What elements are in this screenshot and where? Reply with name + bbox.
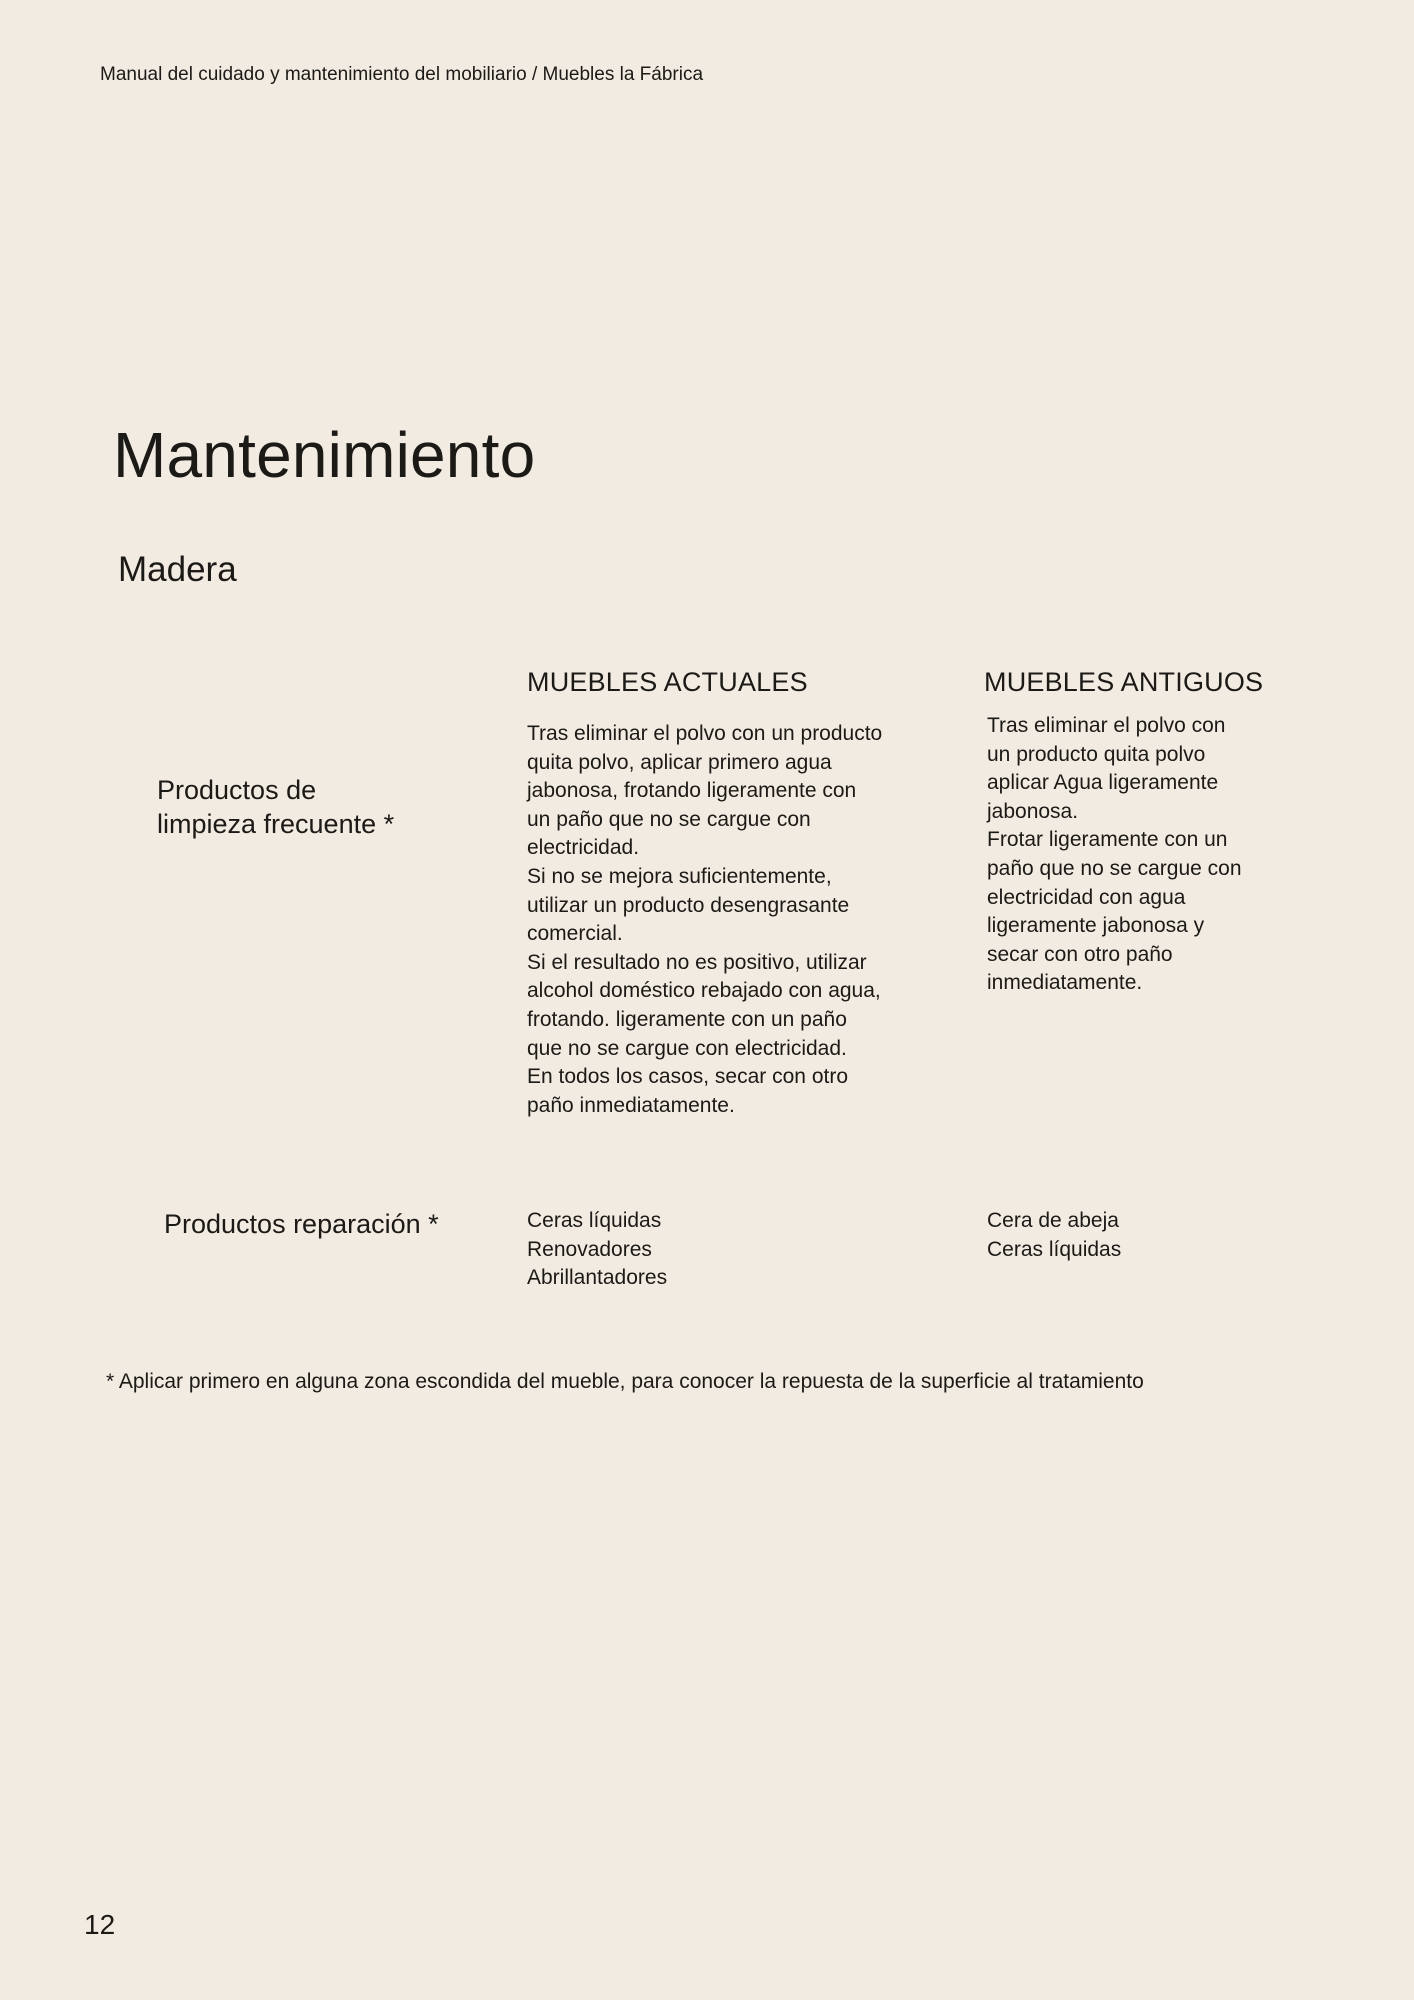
- text-line: Frotar ligeramente con un: [987, 828, 1228, 852]
- row-label-line: limpieza frecuente *: [157, 809, 395, 839]
- text-line: paño inmediatamente.: [527, 1093, 735, 1117]
- text-line: comercial.: [527, 922, 623, 946]
- text-line: Si el resultado no es positivo, utilizar: [527, 950, 867, 974]
- text-line: quita polvo, aplicar primero agua: [527, 750, 832, 774]
- text-line: secar con otro paño: [987, 942, 1173, 966]
- text-line: que no se cargue con electricidad.: [527, 1036, 847, 1060]
- text-line: paño que no se cargue con: [987, 856, 1242, 880]
- list-item: Cera de abeja: [987, 1209, 1119, 1232]
- cleaning-actual-text: [527, 720, 882, 1120]
- text-line: inmediatamente.: [987, 971, 1143, 995]
- text-line: aplicar Agua ligeramente: [987, 771, 1219, 795]
- section-subtitle: Madera: [118, 550, 237, 589]
- page-number: 12: [84, 1909, 116, 1940]
- footnote: * Aplicar primero en alguna zona escondida del mueble, para conocer la repuesta de la superficie al tratamiento: [106, 1370, 1144, 1393]
- text-line: electricidad.: [527, 836, 640, 860]
- column-header-antique: MUEBLES ANTIGUOS: [984, 667, 1264, 697]
- text-line: Si no se mejora suficientemente,: [527, 864, 832, 888]
- text-line: alcohol doméstico rebajado con agua,: [527, 979, 881, 1003]
- text-line: un paño que no se cargue con: [527, 807, 811, 831]
- row-label-line: Productos de: [157, 775, 317, 805]
- repair-antique-list: [987, 1207, 1121, 1264]
- text-line: un producto quita polvo: [987, 742, 1206, 766]
- text-line: ligeramente jabonosa y: [987, 914, 1205, 938]
- text-line: utilizar un producto desengrasante: [527, 893, 850, 917]
- repair-actual-list: [527, 1207, 667, 1293]
- text-line: Tras eliminar el polvo con un producto: [527, 722, 883, 745]
- list-item: Renovadores: [527, 1237, 652, 1261]
- row-label-repair: Productos reparación *: [164, 1209, 439, 1239]
- text-line: Tras eliminar el polvo con: [987, 714, 1226, 737]
- column-header-actual: MUEBLES ACTUALES: [527, 667, 808, 697]
- running-header: Manual del cuidado y mantenimiento del mobiliario / Muebles la Fábrica: [100, 64, 704, 85]
- page-title: Mantenimiento: [113, 419, 536, 491]
- list-item: Ceras líquidas: [987, 1237, 1122, 1261]
- list-item: Abrillantadores: [527, 1266, 668, 1290]
- text-line: frotando. ligeramente con un paño: [527, 1007, 847, 1031]
- text-line: En todos los casos, secar con otro: [527, 1065, 848, 1089]
- text-line: electricidad con agua: [987, 885, 1186, 909]
- text-line: jabonosa.: [987, 799, 1079, 823]
- row-label-cleaning: [157, 773, 394, 841]
- text-line: jabonosa, frotando ligeramente con: [527, 779, 857, 803]
- list-item: Ceras líquidas: [527, 1209, 662, 1232]
- cleaning-antique-text: [987, 712, 1242, 998]
